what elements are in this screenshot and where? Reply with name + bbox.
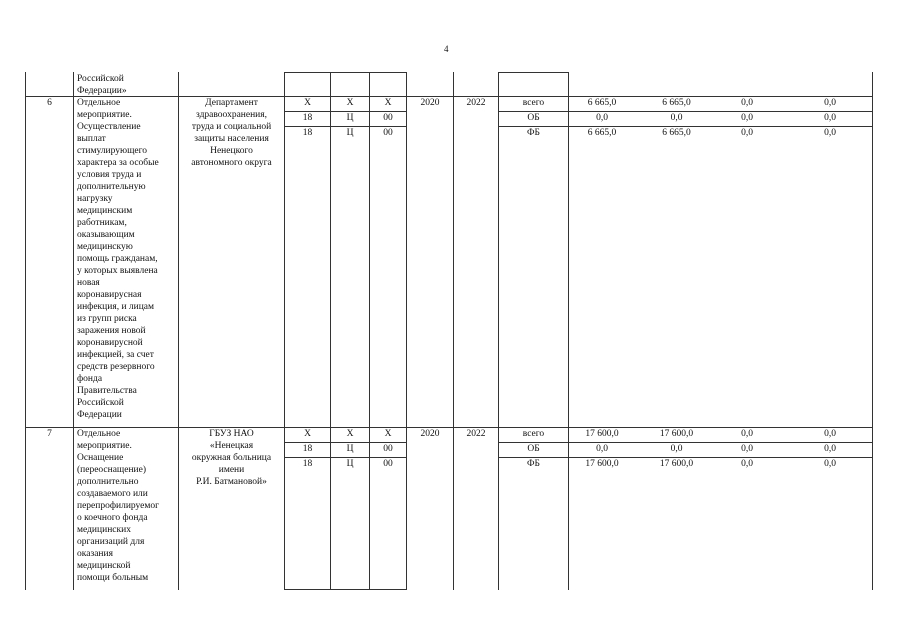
amount-2021: 0,0 <box>741 444 753 454</box>
row-number: 7 <box>47 429 52 439</box>
table-rule <box>406 72 407 590</box>
amount-total: 17 600,0 <box>585 429 619 439</box>
table-rule <box>872 72 873 590</box>
amount-2021: 0,0 <box>741 459 753 469</box>
table-rule <box>25 72 26 590</box>
funding-source: ОБ <box>527 444 540 454</box>
table-rule <box>498 72 569 73</box>
amount-total: 6 665,0 <box>587 98 617 108</box>
amount-2022: 0,0 <box>824 113 836 123</box>
table-rule <box>284 72 407 73</box>
measure-title: Отдельное мероприятие. Осуществление выплат стимулирующего характера за особые условия труда и дополнительную нагрузку медицинским работникам, оказывающим медицинскую помощь гражданам, у которых выявлена новая коронавирусная инфекция, и лицам из групп риска заражения новой коронавирусной инфекцией, за счет средств резервного фонда Правительства Российской Федерации <box>77 98 159 420</box>
amount-2021: 0,0 <box>741 98 753 108</box>
amount-2020: 6 665,0 <box>662 128 691 138</box>
code-cell: 18 <box>302 459 313 469</box>
funding-source: всего <box>522 429 545 439</box>
code-cell: Ц <box>346 459 354 469</box>
table-rule <box>330 72 331 590</box>
start-year: 2020 <box>420 429 440 439</box>
code-cell: Х <box>304 98 311 108</box>
code-cell: 18 <box>302 444 313 454</box>
amount-2020: 0,0 <box>670 113 683 123</box>
executor: ГБУЗ НАО «Ненецкая окружная больница имени Р.И. Батмановой» <box>191 429 272 487</box>
end-year: 2022 <box>466 98 486 108</box>
amount-2022: 0,0 <box>824 128 836 138</box>
amount-2022: 0,0 <box>824 429 836 439</box>
amount-2022: 0,0 <box>824 459 836 469</box>
amount-2020: 17 600,0 <box>659 429 694 439</box>
code-cell: Ц <box>346 113 354 123</box>
amount-total: 0,0 <box>596 113 608 123</box>
code-cell: Ц <box>346 444 354 454</box>
table-rule <box>453 72 454 590</box>
amount-2020: 17 600,0 <box>659 459 694 469</box>
funding-source: ОБ <box>527 113 540 123</box>
measure-title: Отдельное мероприятие. Оснащение (переоснащение) дополнительно создаваемого или перепрофилируемог о коечного фонда медицинских организаций для оказания медицинской помощи больным <box>77 429 160 583</box>
amount-2021: 0,0 <box>741 128 753 138</box>
table-rule <box>568 72 569 590</box>
code-cell: Х <box>304 429 311 439</box>
code-cell: 00 <box>383 113 393 123</box>
code-cell: Х <box>346 98 354 108</box>
code-cell: 18 <box>302 128 313 138</box>
amount-2021: 0,0 <box>741 429 753 439</box>
code-cell: Х <box>384 98 392 108</box>
table-rule <box>284 72 285 590</box>
table-rule <box>284 589 407 590</box>
amount-2022: 0,0 <box>824 98 836 108</box>
table-rule <box>73 72 74 590</box>
start-year: 2020 <box>420 98 440 108</box>
row-number: 6 <box>47 98 52 108</box>
code-cell: Х <box>346 429 354 439</box>
code-cell: 00 <box>383 459 393 469</box>
continued-title-fragment: Российской Федерации» <box>77 74 127 96</box>
page-number: 4 <box>444 44 449 54</box>
end-year: 2022 <box>466 429 486 439</box>
code-cell: Х <box>384 429 392 439</box>
code-cell: Ц <box>346 128 354 138</box>
amount-total: 6 665,0 <box>587 128 617 138</box>
amount-2021: 0,0 <box>741 113 753 123</box>
funding-source: всего <box>522 98 545 108</box>
amount-total: 0,0 <box>596 444 608 454</box>
funding-source: ФБ <box>527 459 540 469</box>
amount-2020: 0,0 <box>670 444 683 454</box>
table-rule <box>369 72 370 590</box>
code-cell: 18 <box>302 113 313 123</box>
code-cell: 00 <box>383 444 393 454</box>
code-cell: 00 <box>383 128 393 138</box>
amount-2022: 0,0 <box>824 444 836 454</box>
amount-2020: 6 665,0 <box>662 98 691 108</box>
funding-source: ФБ <box>527 128 540 138</box>
amount-total: 17 600,0 <box>585 459 619 469</box>
table-rule <box>498 72 499 590</box>
executor: Департамент здравоохранения, труда и социальной защиты населения Ненецкого автономного округа <box>191 98 272 168</box>
